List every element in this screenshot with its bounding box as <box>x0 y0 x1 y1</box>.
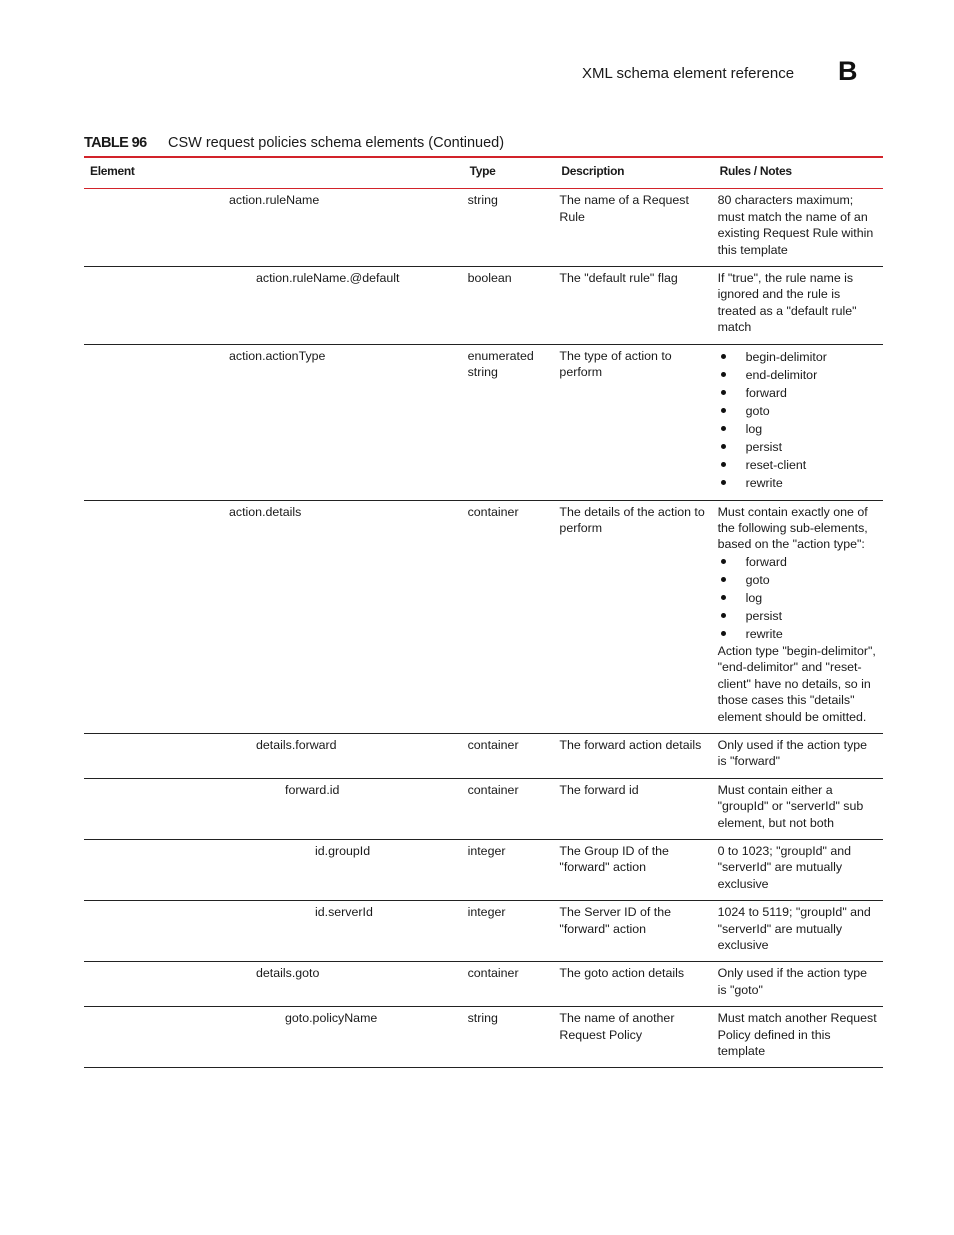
rules-bullet-item <box>718 366 879 384</box>
rules-bullet-item <box>718 607 879 625</box>
rules-after: Action type "begin-delimitor", "end-delimitor" and "reset-client" have no details, so in those cases this "details" element should be omitted. <box>717 643 876 724</box>
element-name-cell: details.goto <box>84 962 464 1007</box>
rules-cell: Only used if the action type is "goto" <box>714 962 883 1007</box>
rules-bullet-text: forward <box>745 385 787 400</box>
table-row <box>84 778 883 839</box>
bullet-icon <box>721 480 726 485</box>
element-name-cell: goto.policyName <box>84 1007 464 1068</box>
rules-bullet-item <box>718 553 879 571</box>
table-body <box>84 189 883 1068</box>
element-name-cell: action.actionType <box>84 344 464 500</box>
element-name-cell: action.details <box>84 500 464 733</box>
bullet-icon <box>721 595 726 600</box>
table-title: CSW request policies schema elements (Continued) <box>168 135 505 151</box>
type-cell: integer <box>464 901 556 962</box>
bullet-icon <box>721 444 726 449</box>
table-row <box>84 839 883 900</box>
bullet-icon <box>721 354 726 359</box>
rules-cell: Must match another Request Policy defined in this template <box>714 1007 883 1068</box>
type-cell: container <box>464 778 556 839</box>
column-header-element: Element <box>84 157 464 189</box>
description-cell: The Server ID of the "forward" action <box>555 901 713 962</box>
rules-cell: If "true", the rule name is ignored and the rule is treated as a "default rule" match <box>714 267 883 345</box>
bullet-icon <box>721 577 726 582</box>
bullet-icon <box>721 426 726 431</box>
table-row <box>84 189 883 267</box>
rules-bullet-text: end-delimitor <box>745 367 818 382</box>
rules-cell: 1024 to 5119; "groupId" and "serverId" are mutually exclusive <box>714 901 883 962</box>
type-cell: string <box>464 189 556 267</box>
table-row <box>84 1007 883 1068</box>
description-cell: The forward id <box>555 778 713 839</box>
table-caption <box>84 135 504 151</box>
rules-bullet-text: log <box>745 421 763 436</box>
appendix-letter: B <box>838 56 858 86</box>
element-name-cell: id.groupId <box>84 839 464 900</box>
table-row <box>84 962 883 1007</box>
rules-bullet-item <box>718 625 879 643</box>
type-cell: container <box>464 962 556 1007</box>
rules-bullet-text: persist <box>745 439 783 454</box>
rules-cell: Only used if the action type is "forward" <box>714 733 883 778</box>
bullet-icon <box>721 390 726 395</box>
description-cell: The "default rule" flag <box>555 267 713 345</box>
type-cell: container <box>464 500 556 733</box>
table-row <box>84 344 883 500</box>
rules-cell: Must contain either a "groupId" or "serverId" sub element, but not both <box>714 778 883 839</box>
rules-bullet-text: log <box>745 590 763 605</box>
rules-cell <box>714 500 883 733</box>
type-cell: integer <box>464 839 556 900</box>
element-name-cell: id.serverId <box>84 901 464 962</box>
rules-bullet-item <box>718 589 879 607</box>
rules-bullet-item <box>718 571 879 589</box>
table-row <box>84 733 883 778</box>
rules-bullet-item <box>718 384 879 402</box>
rules-bullet-list <box>718 553 879 643</box>
rules-intro: Must contain exactly one of the following sub-elements, based on the "action type": <box>717 504 868 552</box>
rules-bullet-item <box>718 402 879 420</box>
schema-elements-table <box>84 156 883 1068</box>
element-name-cell: forward.id <box>84 778 464 839</box>
rules-bullet-text: goto <box>745 572 770 587</box>
rules-bullet-text: rewrite <box>745 475 783 490</box>
table-row <box>84 500 883 733</box>
description-cell: The name of a Request Rule <box>555 189 713 267</box>
column-header-rules: Rules / Notes <box>714 157 883 189</box>
rules-bullet-item <box>718 474 879 492</box>
element-name-cell: action.ruleName <box>84 189 464 267</box>
rules-bullet-text: rewrite <box>745 626 783 641</box>
bullet-icon <box>721 462 726 467</box>
type-cell: string <box>464 1007 556 1068</box>
bullet-icon <box>721 372 726 377</box>
column-header-description: Description <box>555 157 713 189</box>
description-cell: The details of the action to perform <box>555 500 713 733</box>
running-header-title: XML schema element reference <box>582 65 795 82</box>
bullet-icon <box>721 559 726 564</box>
rules-cell: 80 characters maximum; must match the name of an existing Request Rule within this template <box>714 189 883 267</box>
column-header-type: Type <box>464 157 556 189</box>
rules-bullet-item <box>718 420 879 438</box>
rules-bullet-item <box>718 438 879 456</box>
description-cell: The goto action details <box>555 962 713 1007</box>
table-row <box>84 267 883 345</box>
rules-bullet-list <box>718 348 879 492</box>
description-cell: The name of another Request Policy <box>555 1007 713 1068</box>
rules-cell: 0 to 1023; "groupId" and "serverId" are mutually exclusive <box>714 839 883 900</box>
bullet-icon <box>721 408 726 413</box>
rules-bullet-item <box>718 456 879 474</box>
table-number: TABLE 96 <box>84 135 147 151</box>
type-cell: boolean <box>464 267 556 345</box>
rules-bullet-text: reset-client <box>745 457 807 472</box>
table-header-row <box>84 157 883 189</box>
rules-bullet-text: goto <box>745 403 770 418</box>
description-cell: The type of action to perform <box>555 344 713 500</box>
rules-bullet-text: forward <box>745 554 787 569</box>
type-cell: enumerated string <box>464 344 556 500</box>
bullet-icon <box>721 613 726 618</box>
table-row <box>84 901 883 962</box>
rules-bullet-text: persist <box>745 608 783 623</box>
element-name-cell: details.forward <box>84 733 464 778</box>
rules-bullet-text: begin-delimitor <box>745 349 827 364</box>
description-cell: The Group ID of the "forward" action <box>555 839 713 900</box>
rules-cell <box>714 344 883 500</box>
bullet-icon <box>721 631 726 636</box>
type-cell: container <box>464 733 556 778</box>
element-name-cell: action.ruleName.@default <box>84 267 464 345</box>
rules-bullet-item <box>718 348 879 366</box>
description-cell: The forward action details <box>555 733 713 778</box>
